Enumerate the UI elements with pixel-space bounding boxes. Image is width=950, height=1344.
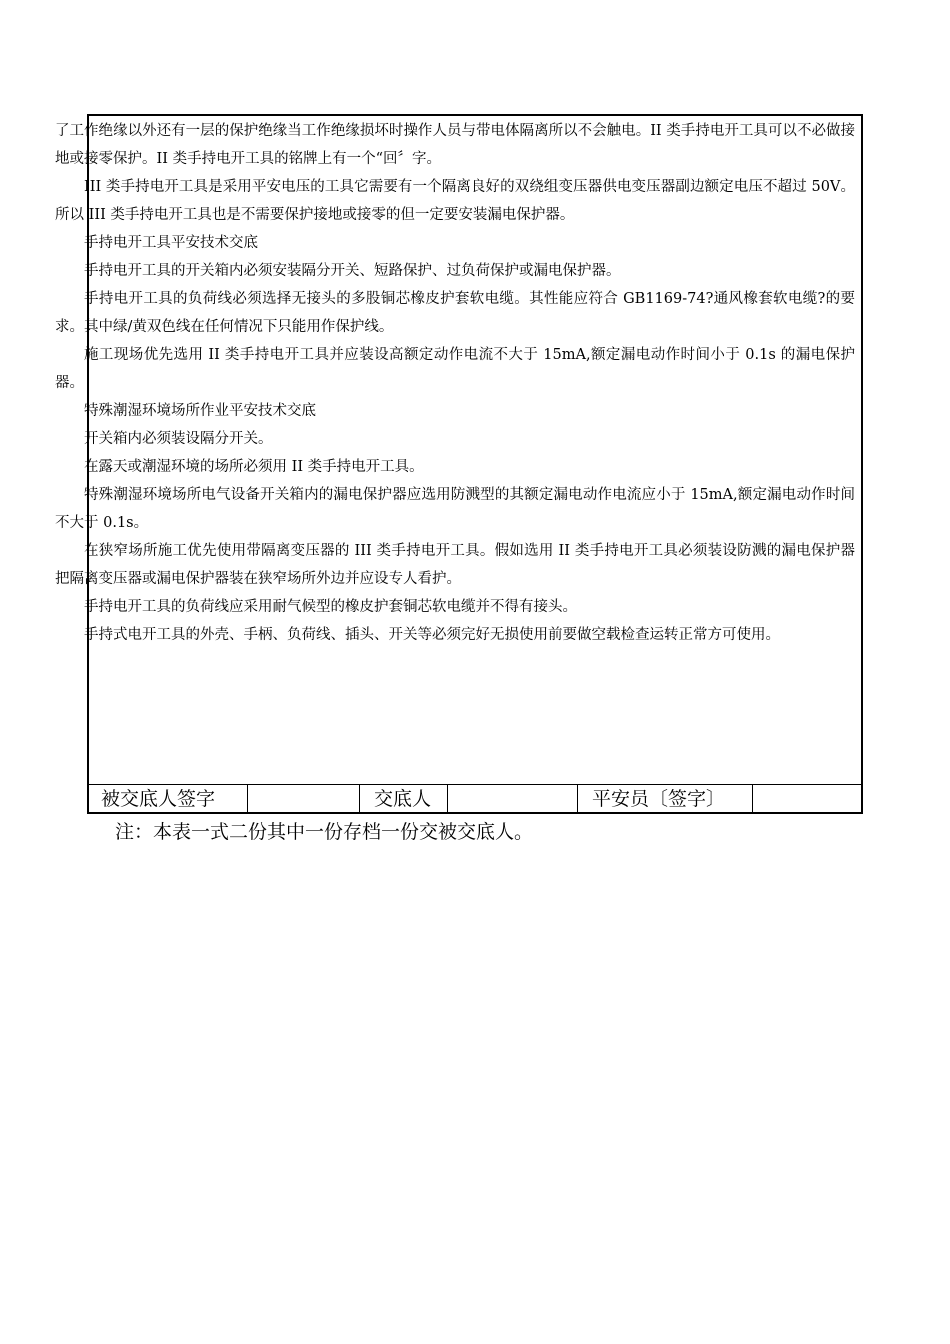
- discloser-field[interactable]: [448, 785, 578, 814]
- disclosure-content: [55, 117, 855, 649]
- paragraph: 手持电开工具的负荷线必须选择无接头的多股铜芯橡皮护套软电缆。其性能应符合 GB1169-74?通风橡套软电缆?的要求。其中绿/黄双色线在任何情况下只能用作保护线。: [55, 291, 855, 335]
- safety-officer-field[interactable]: [753, 785, 859, 814]
- paragraph: 手持电开工具的开关箱内必须安装隔分开关、短路保护、过负荷保护或漏电保护器。: [84, 263, 621, 279]
- footer-note: 注：本表一式二份其中一份存档一份交被交底人。: [115, 821, 534, 843]
- paragraph: 在狭窄场所施工优先使用带隔离变压器的 III 类手持电开工具。假如选用 II 类手持电开工具必须装设防溅的漏电保护器把隔离变压器或漏电保护器装在狭窄场所外边并应设专人看护。: [55, 543, 855, 587]
- paragraph: 在露天或潮湿环境的场所必须用 II 类手持电开工具。: [84, 459, 424, 475]
- paragraph: 手持式电开工具的外壳、手柄、负荷线、插头、开关等必须完好无损使用前要做空载检查运转正常方可使用。: [84, 627, 780, 643]
- paragraph: 开关箱内必须装设隔分开关。: [84, 431, 273, 447]
- paragraph: 施工现场优先选用 II 类手持电开工具并应装设高额定动作电流不大于 15mA,额定漏电动作时间小于 0.1s 的漏电保护器。: [55, 347, 855, 391]
- paragraph: 了工作绝缘以外还有一层的保护绝缘当工作绝缘损坏时操作人员与带电体隔离所以不会触电。II 类手持电开工具可以不必做接地或接零保护。II 类手持电开工具的铭牌上有一个“回〞字。: [55, 123, 855, 167]
- receiver-signature-field[interactable]: [248, 785, 360, 814]
- paragraph: 特殊潮湿环境场所电气设备开关箱内的漏电保护器应选用防溅型的其额定漏电动作电流应小于 15mA,额定漏电动作时间不大于 0.1s。: [55, 487, 855, 531]
- paragraph: III 类手持电开工具是采用平安电压的工具它需要有一个隔离良好的双绕组变压器供电变压器副边额定电压不超过 50V。所以 III 类手持电开工具也是不需要保护接地或接零的但一定要安装漏电保护器。: [55, 179, 855, 223]
- section-heading: 特殊潮湿环境场所作业平安技术交底: [84, 403, 316, 419]
- section-heading: 手持电开工具平安技术交底: [84, 235, 258, 251]
- paragraph: 手持电开工具的负荷线应采用耐气候型的橡皮护套铜芯软电缆并不得有接头。: [84, 599, 577, 615]
- discloser-label: 交底人: [360, 785, 448, 814]
- safety-officer-label: 平安员〔签字〕: [578, 785, 753, 814]
- receiver-signature-label: 被交底人签字: [87, 785, 248, 814]
- signature-row: [87, 784, 863, 814]
